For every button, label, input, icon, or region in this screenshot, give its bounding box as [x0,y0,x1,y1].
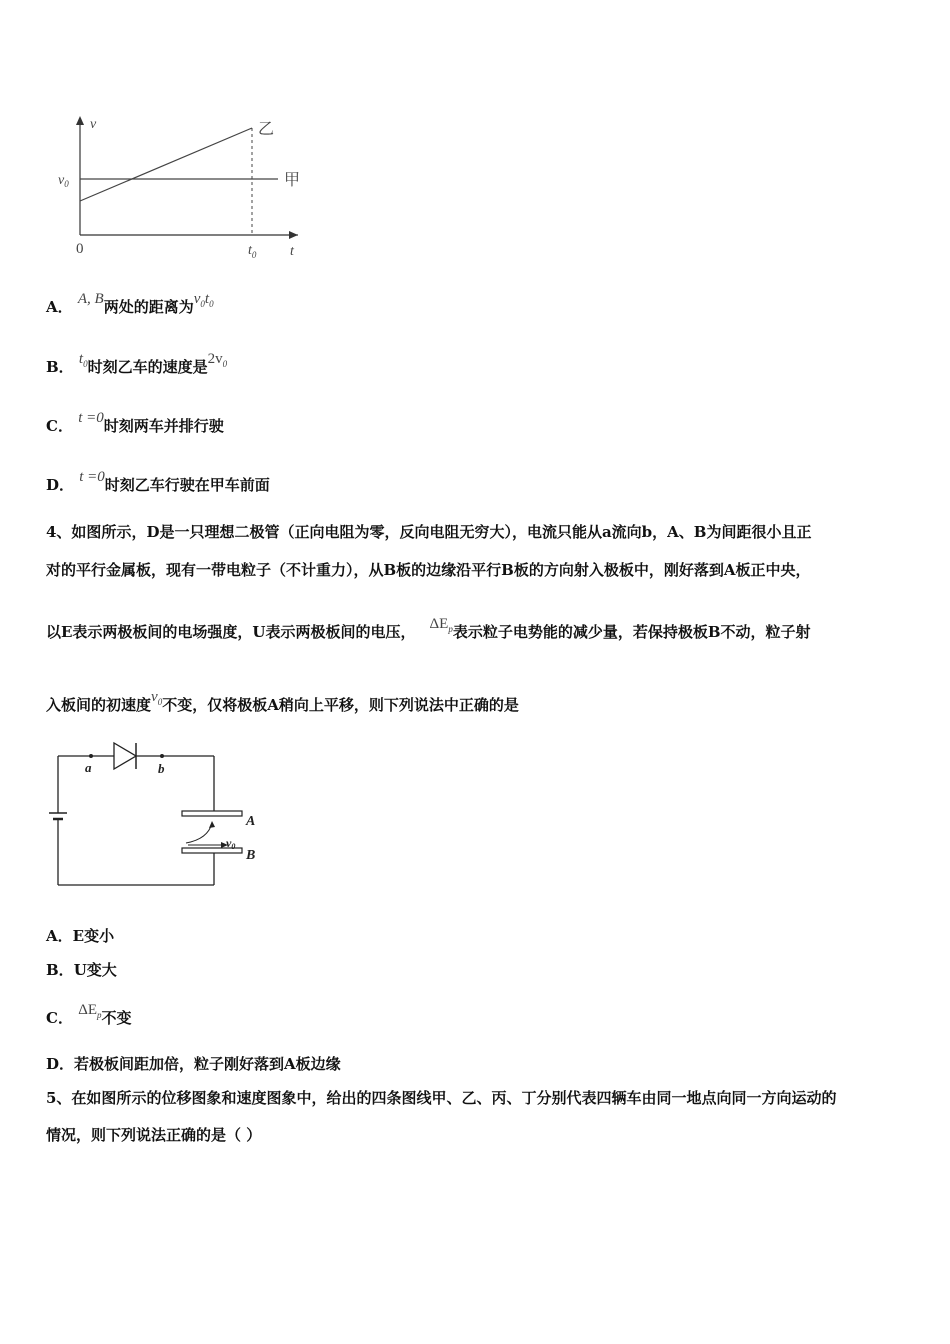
label-plate-b: B [246,848,256,863]
q4-option-d: D．若极板间距加倍，粒子刚好落到A板边缘 [46,1055,341,1073]
q4-option-b: B．U变大 [46,961,117,979]
node-b [160,754,164,758]
label-jia: 甲 [284,172,301,189]
q4-option-c: C． $\Delta E_p$不变 [46,1002,132,1027]
math-delta-ep: $\Delta E_p$ [78,1002,102,1020]
q3-option-b: B． $t_0$时刻乙车的速度是$2v_0$ [46,351,228,376]
q4-option-a: A．E变小 [46,927,115,945]
plate-a [182,811,242,816]
diode [114,743,136,769]
velocity-time-graph [40,108,360,278]
node-a [89,754,93,758]
math-ab: A, B [77,291,104,307]
q4-line-2: 对的平行金属板，现有一带电粒子（不计重力），从B板的边缘沿平行B板的方向射入极板中，刚好落到A板正中央， [46,561,811,579]
q3-option-c: C． t =0时刻两车并排行驶 [46,410,224,435]
math-v0t0: $v_0t_0$ [193,291,214,309]
label-plate-a: A [246,814,256,829]
label-b: b [158,761,165,776]
math-2v0: $2v_0$ [207,351,228,369]
q4-line-3: 以E表示两极板间的电场强度，U表示两极板间的电压， $\Delta E_p$表示粒子电势能的减少量，若保持极板B不动，粒子射 [46,616,811,641]
v-axis-arrow [76,116,84,125]
t0-label: $t_0$ [248,243,257,260]
math-t-eq-0: t =0 [78,410,104,426]
v-axis-label: v [90,117,97,132]
v0-label: $v_0$ [58,173,69,189]
origin-label: 0 [76,241,84,257]
q5-line-2: 情况，则下列说法正确的是（ ） [46,1126,262,1144]
math-t-eq-0: t =0 [79,469,105,485]
math-delta-ep: $\Delta E_p$ [429,616,453,634]
q3-option-d: D． t =0时刻乙车行驶在甲车前面 [46,469,270,494]
t-axis-arrow [289,231,298,239]
line-yi [80,128,252,201]
t-axis-label: t [290,244,294,259]
q3-option-a: A． A, B两处的距离为$v_0t_0$ [46,291,214,316]
q5-line-1: 5、在如图所示的位移图象和速度图象中，给出的四条图线甲、乙、丙、丁分别代表四辆车由同一地点向同一方向运动的 [46,1089,837,1107]
particle-trajectory [186,823,212,843]
label-yi: 乙 [258,121,275,138]
label-a: a [85,760,92,775]
math-t0: $t_0$ [78,351,88,369]
trajectory-arrow [209,821,215,828]
circuit-diagram [40,735,270,895]
q4-line-1: 4、如图所示，D是一只理想二极管（正向电阻为零，反向电阻无穷大），电流只能从a流向b，A、B为间距很小且正 [46,523,812,541]
q4-line-4: 入板间的初速度$v_0$不变，仅将极板A稍向上平移，则下列说法中正确的是 [46,689,519,714]
math-v0: $v_0$ [151,689,163,707]
label-v0: v0 [226,836,236,851]
